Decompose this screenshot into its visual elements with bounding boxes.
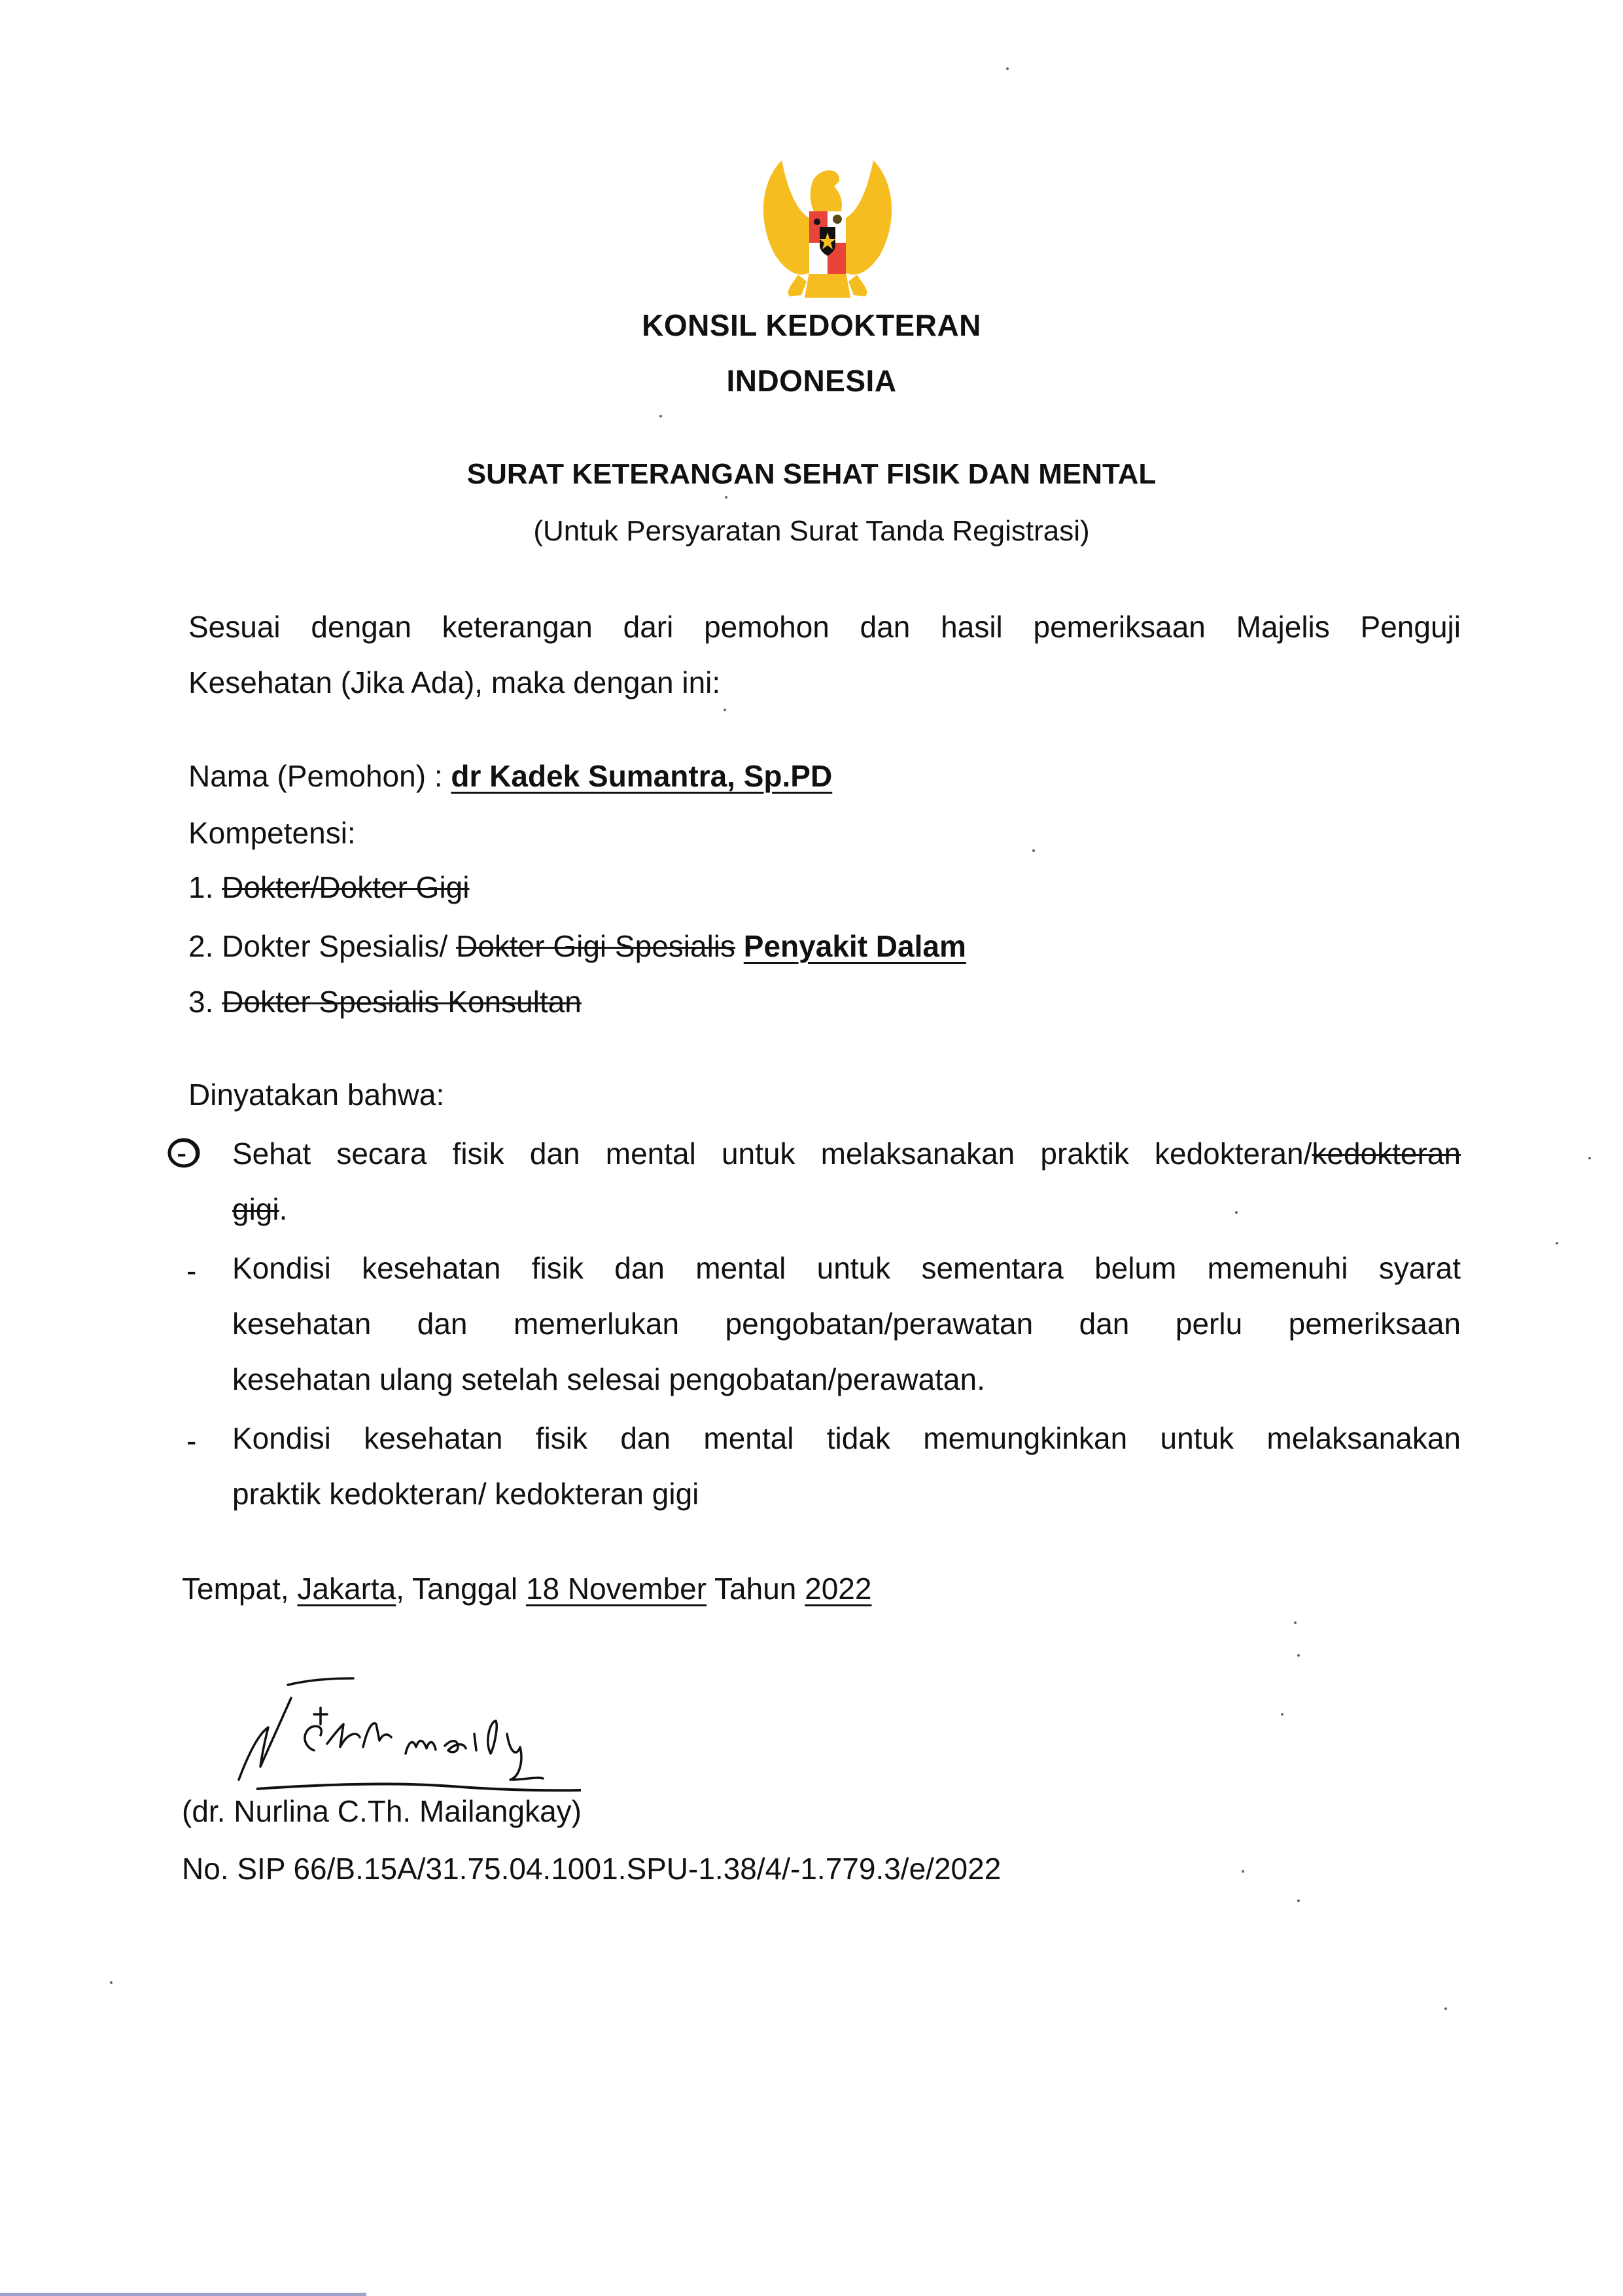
applicant-name: dr Kadek Sumantra, Sp.PD <box>451 759 833 793</box>
item-number: 3. <box>188 985 222 1019</box>
option-1-text: Sehat secara fisik dan mental untuk melaksanakan praktik kedokteran/ <box>232 1137 1312 1171</box>
year-value: 2022 <box>805 1572 872 1606</box>
intro-line-1: Sesuai dengan keterangan dari pemohon dan hasil pemeriksaan Majelis Penguji <box>188 610 1461 644</box>
place-date-row <box>182 1574 871 1604</box>
competence-item-1 <box>188 872 470 902</box>
handwritten-signature-icon <box>222 1662 628 1793</box>
option-2-line-3: kesehatan ulang setelah selesai pengobatan/perawatan. <box>232 1362 985 1396</box>
specialty-filled: Penyakit Dalam <box>743 929 966 963</box>
place-label: Tempat, <box>182 1572 298 1606</box>
document-title: SURAT KETERANGAN SEHAT FISIK DAN MENTAL <box>466 458 1157 490</box>
option-text: Dokter Spesialis/ <box>222 929 457 963</box>
option-1-struck: kedokteran <box>1312 1137 1461 1171</box>
option-3-line-2: praktik kedokteran/ kedokteran gigi <box>232 1477 699 1511</box>
competence-item-2 <box>188 931 966 961</box>
applicant-row <box>188 761 832 791</box>
org-name-line1: KONSIL KEDOKTERAN <box>642 308 981 342</box>
option-1-line-1 <box>232 1139 1461 1169</box>
option-1-line-2 <box>232 1194 287 1224</box>
option-2-marker: - <box>186 1254 197 1288</box>
struck-option: Dokter Spesialis Konsultan <box>222 985 582 1019</box>
org-name-line2: INDONESIA <box>726 364 897 398</box>
option-1-period: . <box>279 1192 288 1226</box>
struck-option: Dokter Gigi Spesialis <box>456 929 736 963</box>
option-3-marker: - <box>186 1424 197 1458</box>
item-number: 2. <box>188 929 222 963</box>
year-label: Tahun <box>707 1572 805 1606</box>
option-2-line-2: kesehatan dan memerlukan pengobatan/perawatan dan perlu pemeriksaan <box>232 1307 1461 1341</box>
signature-underline <box>255 1780 582 1795</box>
option-2-line-1: Kondisi kesehatan fisik dan mental untuk sementara belum memenuhi syarat <box>232 1251 1461 1285</box>
option-3-line-1: Kondisi kesehatan fisik dan mental tidak memungkinkan untuk melaksanakan <box>232 1421 1461 1455</box>
intro-line-2: Kesehatan (Jika Ada), maka dengan ini: <box>188 665 721 699</box>
applicant-label: Nama (Pemohon) : <box>188 759 451 793</box>
competence-item-3 <box>188 987 582 1017</box>
document-subtitle: (Untuk Persyaratan Surat Tanda Registrasi) <box>533 515 1090 547</box>
signatory-name: (dr. Nurlina C.Th. Mailangkay) <box>182 1794 582 1828</box>
item-number: 1. <box>188 870 222 904</box>
option-1-struck-2: gigi <box>232 1192 279 1226</box>
date-value: 18 November <box>525 1572 707 1606</box>
place-value: Jakarta <box>297 1572 396 1606</box>
date-label: , Tanggal <box>396 1572 526 1606</box>
garuda-emblem-icon <box>736 141 919 304</box>
statement-label: Dinyatakan bahwa: <box>188 1078 445 1112</box>
struck-option: Dokter/Dokter Gigi <box>222 870 470 904</box>
option-1-marker: - <box>177 1136 187 1170</box>
sip-number: No. SIP 66/B.15A/31.75.04.1001.SPU-1.38/4/-1.779.3/e/2022 <box>182 1852 1002 1886</box>
competence-label: Kompetensi: <box>188 816 356 850</box>
